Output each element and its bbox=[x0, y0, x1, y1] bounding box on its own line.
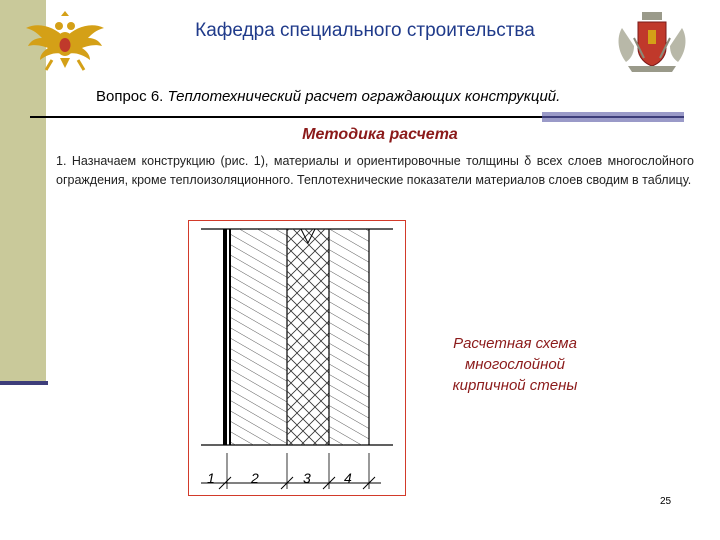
divider-line bbox=[30, 116, 542, 118]
academy-emblem-icon bbox=[614, 8, 690, 76]
wall-section-drawing bbox=[189, 221, 405, 495]
layer-label-3: 3 bbox=[303, 470, 311, 486]
header-title: Кафедра специального строительства bbox=[195, 20, 535, 41]
left-decorative-line bbox=[0, 381, 48, 385]
layer-label-1: 1 bbox=[207, 470, 215, 486]
question-prefix: Вопрос 6. bbox=[96, 88, 168, 105]
wall-diagram-figure bbox=[188, 220, 406, 496]
layer-1-plaster bbox=[223, 229, 227, 445]
divider-accent-line bbox=[542, 116, 684, 118]
layer-label-4: 4 bbox=[344, 470, 352, 486]
caption-line: Расчетная схема bbox=[453, 335, 577, 352]
caption-line: кирпичной стены bbox=[452, 377, 578, 394]
page-number: 25 bbox=[660, 496, 672, 507]
figure-caption bbox=[424, 333, 606, 396]
layer-4-brick bbox=[329, 229, 369, 445]
caption-line: многослойной bbox=[464, 356, 566, 373]
layer-2-brick bbox=[231, 229, 287, 445]
question-title: Теплотехнический расчет ограждающих конструкций. bbox=[167, 88, 561, 105]
method-title: Методика расчета bbox=[302, 126, 458, 143]
body-paragraph: 1. Назначаем конструкцию (рис. 1), материалы и ориентировочные толщины δ всех слоев многослойного ограждения, кроме теплоизоляционного. Теплотехнические показатели материалов слоев сводим в таблицу. bbox=[56, 154, 694, 187]
eagle-emblem-icon bbox=[24, 8, 106, 76]
layer-3-insulation bbox=[287, 229, 329, 445]
layer-label-2: 2 bbox=[251, 470, 259, 486]
question-heading bbox=[96, 88, 560, 105]
